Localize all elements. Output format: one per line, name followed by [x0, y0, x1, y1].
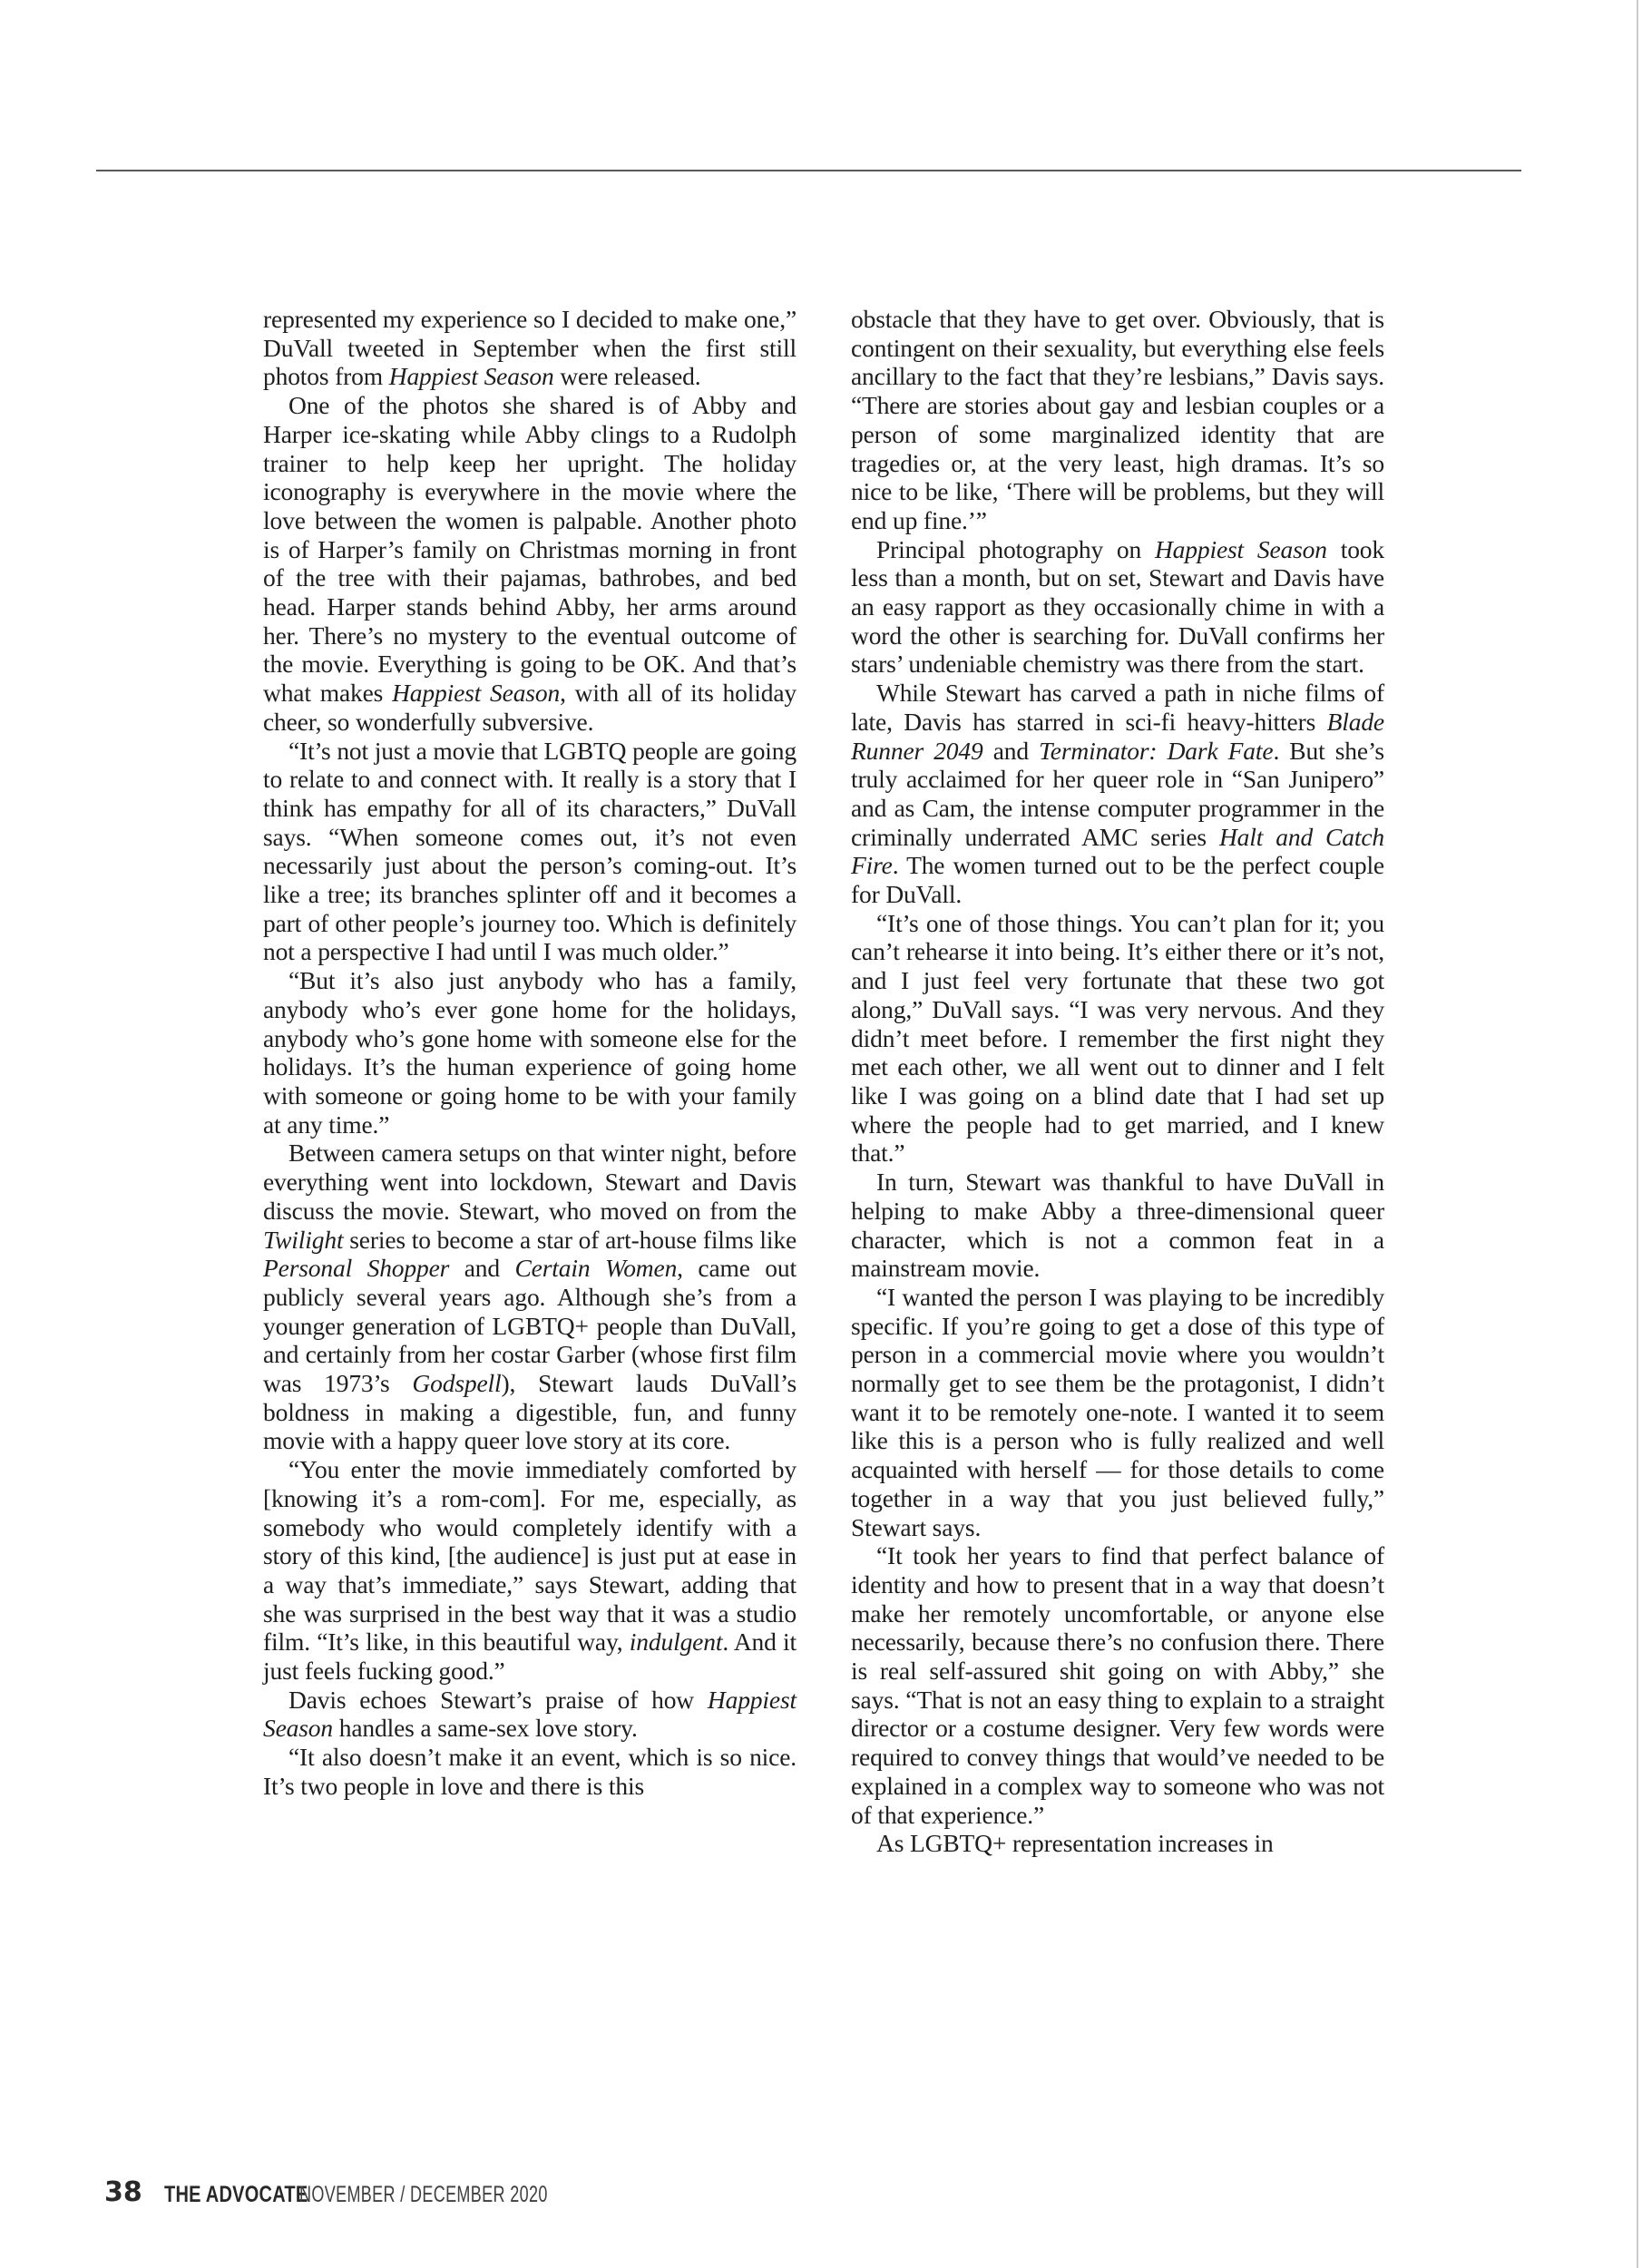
paragraph: represented my experience so I decided to make one,” DuVall tweeted in September when the first still photos from Happiest Season were released. [263, 305, 797, 391]
paragraph: In turn, Stewart was thankful to have DuVall in helping to make Abby a three-dimensional queer character, which is not a common feat in a mainstream movie. [851, 1168, 1384, 1283]
paragraph: Principal photography on Happiest Season took less than a month, but on set, Stewart and Davis have an easy rapport as they occasionally chime in with a word the other is searching for. DuVall confirms her stars’ undeniable chemistry was there from the start. [851, 534, 1384, 679]
paragraph: Between camera setups on that winter night, before everything went into lockdown, Stewart and Davis discuss the movie. Stewart, who moved on from the Twilight series to become a star of art-house films like Personal Shopper and Certain Women, came out publicly several years ago. Although she’s from a younger generation of LGBTQ+ people than DuVall, and certainly from her costar Garber (whose first film was 1973’s Godspell), Stewart lauds DuVall’s boldness in making a digestible, fun, and funny movie with a happy queer love story at its core. [263, 1139, 797, 1455]
issue-date: NOVEMBER / DECEMBER 2020 [299, 2182, 548, 2207]
paragraph: “I wanted the person I was playing to be incredibly specific. If you’re going to get a dose of this type of person in a commercial movie where you wouldn’t normally get to see them be the protagonist, I didn’t want it to be remotely one-note. I wanted it to seem like this is a person who is fully realized and well acquainted with herself — for those details to come together in a way that you just believed fully,” Stewart says. [851, 1282, 1384, 1541]
paragraph: “But it’s also just anybody who has a family, anybody who’s ever gone home for the holidays, anybody who’s gone home with someone else for the holidays. It’s the human experience of going home with someone or going home to be with your family at any time.” [263, 966, 797, 1139]
paragraph: Davis echoes Stewart’s praise of how Happiest Season handles a same-sex love story. [263, 1685, 797, 1743]
magazine-title: THE ADVOCATE [164, 2182, 308, 2207]
paragraph: “It took her years to find that perfect balance of identity and how to present that in a way that doesn’t make her remotely uncomfortable, or anyone else necessarily, because there’s no confusion there. There is real self-assured shit going on with Abby,” she says. “That is not an easy thing to explain to a straight director or a costume designer. Very few words were required to convey things that would’ve needed to be explained in a complex way to someone who was not of that experience.” [851, 1541, 1384, 1829]
paragraph: While Stewart has carved a path in niche films of late, Davis has starred in sci-fi heavy-hitters Blade Runner 2049 and Terminator: Dark Fate. But she’s truly acclaimed for her queer role in “San Junipero” and as Cam, the intense computer programmer in the criminally underrated AMC series Halt and Catch Fire. The women turned out to be the perfect couple for DuVall. [851, 679, 1384, 909]
page-footer [0, 2177, 1642, 2217]
article-body [263, 305, 1385, 1858]
paragraph: “It’s not just a movie that LGBTQ people are going to relate to and connect with. It really is a story that I think has empathy for all of its characters,” DuVall says. “When someone comes out, it’s not even necessarily just about the person’s coming-out. It’s like a tree; its branches splinter off and it becomes a part of other people’s journey too. Which is definitely not a perspective I had until I was much older.” [263, 736, 797, 966]
top-rule [96, 170, 1521, 171]
paragraph: As LGBTQ+ representation increases in [876, 1829, 1274, 1858]
article-column-1 [263, 305, 797, 1858]
page-number: 38 [104, 2176, 142, 2208]
article-column-2 [851, 305, 1384, 1858]
paragraph: “It also doesn’t make it an event, which is so nice. It’s two people in love and there is this [263, 1743, 797, 1800]
paragraph: “You enter the movie immediately comforted by [knowing it’s a rom-com]. For me, especially, as somebody who would completely identify with a story of this kind, [the audience] is just put at ease in a way that’s immediate,” says Stewart, adding that she was surprised in the best way that it was a studio film. “It’s like, in this beautiful way, indulgent. And it just feels fucking good.” [263, 1455, 797, 1686]
paragraph: One of the photos she shared is of Abby and Harper ice-skating while Abby clings to a Rudolph trainer to help keep her upright. The holiday iconography is everywhere in the movie where the love between the women is palpable. Another photo is of Harper’s family on Christmas morning in front of the tree with their pajamas, bathrobes, and bed head. Harper stands behind Abby, her arms around her. There’s no mystery to the eventual outcome of the movie. Everything is going to be OK. And that’s what makes Happiest Season, with all of its holiday cheer, so wonderfully subversive. [263, 391, 797, 736]
paragraph: obstacle that they have to get over. Obviously, that is contingent on their sexuality, but everything else feels ancillary to the fact that they’re lesbians,” Davis says. “There are stories about gay and lesbian couples or a person of some marginalized identity that are tragedies or, at the very least, high dramas. It’s so nice to be like, ‘There will be problems, but they will end up fine.’” [851, 305, 1384, 534]
page-edge-line [1637, 0, 1638, 2268]
paragraph: “It’s one of those things. You can’t plan for it; you can’t rehearse it into being. It’s either there or it’s not, and I just feel very fortunate that these two got along,” DuVall says. “I was very nervous. And they didn’t meet before. I remember the first night they met each other, we all went out to dinner and I felt like I was going on a blind date that I had set up where the people had to get married, and I knew that.” [851, 908, 1384, 1168]
